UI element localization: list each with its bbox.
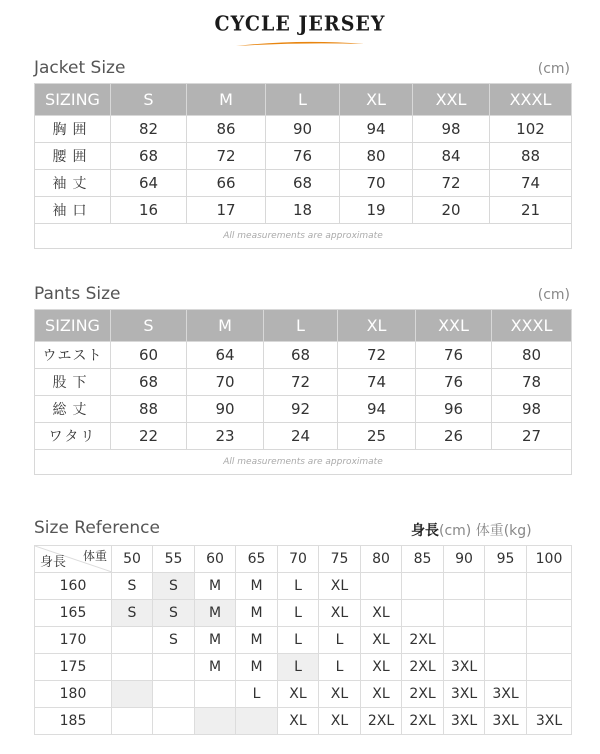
- table-cell: 78: [492, 369, 572, 396]
- size-cell: 2XL: [402, 654, 444, 681]
- table-cell: 92: [264, 396, 338, 423]
- row-label: ウエスト: [35, 342, 111, 369]
- height-legend-unit: (cm): [439, 523, 472, 539]
- note-row: [35, 450, 572, 475]
- table-row: [35, 197, 572, 224]
- table-row: [35, 369, 572, 396]
- header-cell: L: [264, 310, 338, 342]
- header-cell: SIZING: [35, 310, 111, 342]
- header-cell: L: [266, 84, 340, 116]
- size-cell: [444, 600, 485, 627]
- height-cell: 160: [35, 573, 112, 600]
- size-cell: XL: [319, 681, 361, 708]
- pants-unit: (cm): [537, 287, 570, 303]
- size-cell: 2XL: [402, 708, 444, 735]
- size-cell: L: [236, 681, 278, 708]
- size-cell: M: [195, 627, 236, 654]
- size-cell: 3XL: [444, 681, 485, 708]
- size-cell: [485, 627, 527, 654]
- weight-header-cell: 50: [112, 546, 153, 573]
- header-cell: M: [187, 84, 266, 116]
- size-cell: [527, 600, 572, 627]
- size-cell: XL: [361, 681, 402, 708]
- height-legend-label: 身長: [411, 523, 439, 539]
- size-cell: [112, 627, 153, 654]
- weight-header-cell: 100: [527, 546, 572, 573]
- weight-header-cell: 95: [485, 546, 527, 573]
- table-row: [35, 143, 572, 170]
- table-row: [35, 627, 572, 654]
- table-cell: 21: [490, 197, 572, 224]
- row-label: 総丈: [35, 396, 111, 423]
- height-cell: 175: [35, 654, 112, 681]
- size-cell: XL: [278, 681, 319, 708]
- height-cell: 185: [35, 708, 112, 735]
- table-cell: 68: [266, 170, 340, 197]
- row-label: 胸囲: [35, 116, 111, 143]
- size-cell: [527, 627, 572, 654]
- size-cell: [527, 681, 572, 708]
- header-cell: XL: [338, 310, 416, 342]
- header-cell: SIZING: [35, 84, 111, 116]
- size-cell: XL: [361, 654, 402, 681]
- table-cell: 82: [111, 116, 187, 143]
- jacket-size-table: [34, 83, 572, 249]
- table-cell: 88: [111, 396, 187, 423]
- table-row: [35, 342, 572, 369]
- table-cell: 66: [187, 170, 266, 197]
- size-cell: S: [153, 573, 195, 600]
- table-cell: 27: [492, 423, 572, 450]
- table-cell: 64: [187, 342, 264, 369]
- row-label: 袖丈: [35, 170, 111, 197]
- size-cell: [153, 654, 195, 681]
- table-cell: 18: [266, 197, 340, 224]
- header-cell: XXXL: [490, 84, 572, 116]
- table-row: [35, 600, 572, 627]
- size-cell: [153, 708, 195, 735]
- size-cell: L: [278, 627, 319, 654]
- table-cell: 20: [413, 197, 490, 224]
- size-cell: 3XL: [444, 654, 485, 681]
- table-cell: 70: [340, 170, 413, 197]
- header-cell: S: [111, 310, 187, 342]
- corner-height-label: 身長: [40, 555, 67, 570]
- table-cell: 16: [111, 197, 187, 224]
- size-cell: [444, 627, 485, 654]
- reference-section-title: Size Reference: [34, 518, 160, 538]
- size-cell: 3XL: [485, 681, 527, 708]
- brand-logo: [214, 10, 386, 46]
- pants-header-row: [35, 310, 572, 342]
- weight-header-cell: 75: [319, 546, 361, 573]
- table-cell: 17: [187, 197, 266, 224]
- size-cell: 3XL: [485, 708, 527, 735]
- table-cell: 22: [111, 423, 187, 450]
- size-reference-table: [34, 545, 572, 735]
- table-cell: 80: [492, 342, 572, 369]
- table-cell: 23: [187, 423, 264, 450]
- height-cell: 165: [35, 600, 112, 627]
- weight-header-cell: 80: [361, 546, 402, 573]
- table-cell: 84: [413, 143, 490, 170]
- size-cell: [444, 573, 485, 600]
- weight-header-cell: 85: [402, 546, 444, 573]
- size-cell: [402, 600, 444, 627]
- table-cell: 90: [266, 116, 340, 143]
- table-cell: 19: [340, 197, 413, 224]
- size-cell: L: [319, 627, 361, 654]
- size-cell: M: [236, 627, 278, 654]
- corner-weight-label: 体重: [82, 549, 107, 563]
- pants-section-title: Pants Size: [34, 284, 121, 304]
- table-row: [35, 681, 572, 708]
- size-cell: XL: [319, 708, 361, 735]
- table-cell: 60: [111, 342, 187, 369]
- table-row: [35, 170, 572, 197]
- size-cell: S: [153, 627, 195, 654]
- size-cell: XL: [319, 573, 361, 600]
- size-cell: L: [278, 600, 319, 627]
- size-cell: [527, 573, 572, 600]
- size-cell: [485, 573, 527, 600]
- size-cell: M: [236, 654, 278, 681]
- weight-header-cell: 70: [278, 546, 319, 573]
- table-row: [35, 396, 572, 423]
- size-cell: 3XL: [527, 708, 572, 735]
- size-cell: [153, 681, 195, 708]
- table-cell: 72: [338, 342, 416, 369]
- table-cell: 72: [187, 143, 266, 170]
- table-cell: 96: [416, 396, 492, 423]
- pants-size-table: [34, 309, 572, 475]
- size-cell: [112, 708, 153, 735]
- table-cell: 68: [111, 369, 187, 396]
- size-cell: M: [236, 573, 278, 600]
- size-cell: [236, 708, 278, 735]
- size-cell: XL: [361, 600, 402, 627]
- size-cell: XL: [361, 627, 402, 654]
- row-label: 腰囲: [35, 143, 111, 170]
- table-cell: 74: [338, 369, 416, 396]
- row-label: 袖口: [35, 197, 111, 224]
- approximate-note: All measurements are approximate: [35, 450, 572, 475]
- table-row: [35, 573, 572, 600]
- size-cell: M: [236, 600, 278, 627]
- size-cell: M: [195, 600, 236, 627]
- reference-legend: [411, 520, 532, 540]
- table-cell: 98: [413, 116, 490, 143]
- weight-header-cell: 60: [195, 546, 236, 573]
- size-cell: [112, 681, 153, 708]
- size-cell: XL: [319, 600, 361, 627]
- header-cell: XXL: [416, 310, 492, 342]
- header-cell: XL: [340, 84, 413, 116]
- weight-header-cell: 55: [153, 546, 195, 573]
- size-cell: 2XL: [402, 681, 444, 708]
- height-cell: 180: [35, 681, 112, 708]
- row-label: ワタリ: [35, 423, 111, 450]
- table-cell: 72: [413, 170, 490, 197]
- table-row: [35, 423, 572, 450]
- size-cell: [195, 681, 236, 708]
- table-cell: 64: [111, 170, 187, 197]
- table-row: [35, 116, 572, 143]
- table-cell: 72: [264, 369, 338, 396]
- size-cell: 2XL: [402, 627, 444, 654]
- size-cell: L: [319, 654, 361, 681]
- table-cell: 68: [111, 143, 187, 170]
- row-label: 股下: [35, 369, 111, 396]
- table-cell: 86: [187, 116, 266, 143]
- corner-cell: [35, 546, 112, 573]
- weight-header-cell: 90: [444, 546, 485, 573]
- size-cell: [485, 600, 527, 627]
- size-cell: S: [112, 600, 153, 627]
- size-cell: [402, 573, 444, 600]
- table-cell: 74: [490, 170, 572, 197]
- table-cell: 24: [264, 423, 338, 450]
- size-cell: L: [278, 654, 319, 681]
- jacket-section-title: Jacket Size: [34, 58, 126, 78]
- header-cell: XXL: [413, 84, 490, 116]
- table-cell: 94: [340, 116, 413, 143]
- size-cell: [485, 654, 527, 681]
- size-cell: L: [278, 573, 319, 600]
- logo-swoosh-icon: [234, 40, 366, 48]
- size-cell: M: [195, 573, 236, 600]
- table-row: [35, 708, 572, 735]
- table-cell: 70: [187, 369, 264, 396]
- approximate-note: All measurements are approximate: [35, 224, 572, 249]
- size-cell: [195, 708, 236, 735]
- table-row: [35, 654, 572, 681]
- table-cell: 80: [340, 143, 413, 170]
- header-cell: S: [111, 84, 187, 116]
- size-cell: [112, 654, 153, 681]
- jacket-header-row: [35, 84, 572, 116]
- table-cell: 76: [416, 342, 492, 369]
- table-cell: 76: [416, 369, 492, 396]
- jacket-unit: (cm): [537, 61, 570, 77]
- size-cell: 2XL: [361, 708, 402, 735]
- table-cell: 76: [266, 143, 340, 170]
- header-cell: M: [187, 310, 264, 342]
- size-cell: [527, 654, 572, 681]
- size-cell: S: [112, 573, 153, 600]
- table-cell: 68: [264, 342, 338, 369]
- logo-text: CYCLE JERSEY: [214, 11, 386, 37]
- table-cell: 102: [490, 116, 572, 143]
- table-cell: 94: [338, 396, 416, 423]
- header-cell: XXXL: [492, 310, 572, 342]
- table-cell: 26: [416, 423, 492, 450]
- table-cell: 88: [490, 143, 572, 170]
- weight-legend-unit: (kg): [503, 523, 532, 539]
- note-row: [35, 224, 572, 249]
- weight-legend-label: 体重: [475, 523, 504, 539]
- table-cell: 25: [338, 423, 416, 450]
- weight-header-row: [35, 546, 572, 573]
- size-cell: 3XL: [444, 708, 485, 735]
- height-cell: 170: [35, 627, 112, 654]
- weight-header-cell: 65: [236, 546, 278, 573]
- table-cell: 98: [492, 396, 572, 423]
- table-cell: 90: [187, 396, 264, 423]
- size-cell: M: [195, 654, 236, 681]
- size-cell: S: [153, 600, 195, 627]
- size-cell: XL: [278, 708, 319, 735]
- size-cell: [361, 573, 402, 600]
